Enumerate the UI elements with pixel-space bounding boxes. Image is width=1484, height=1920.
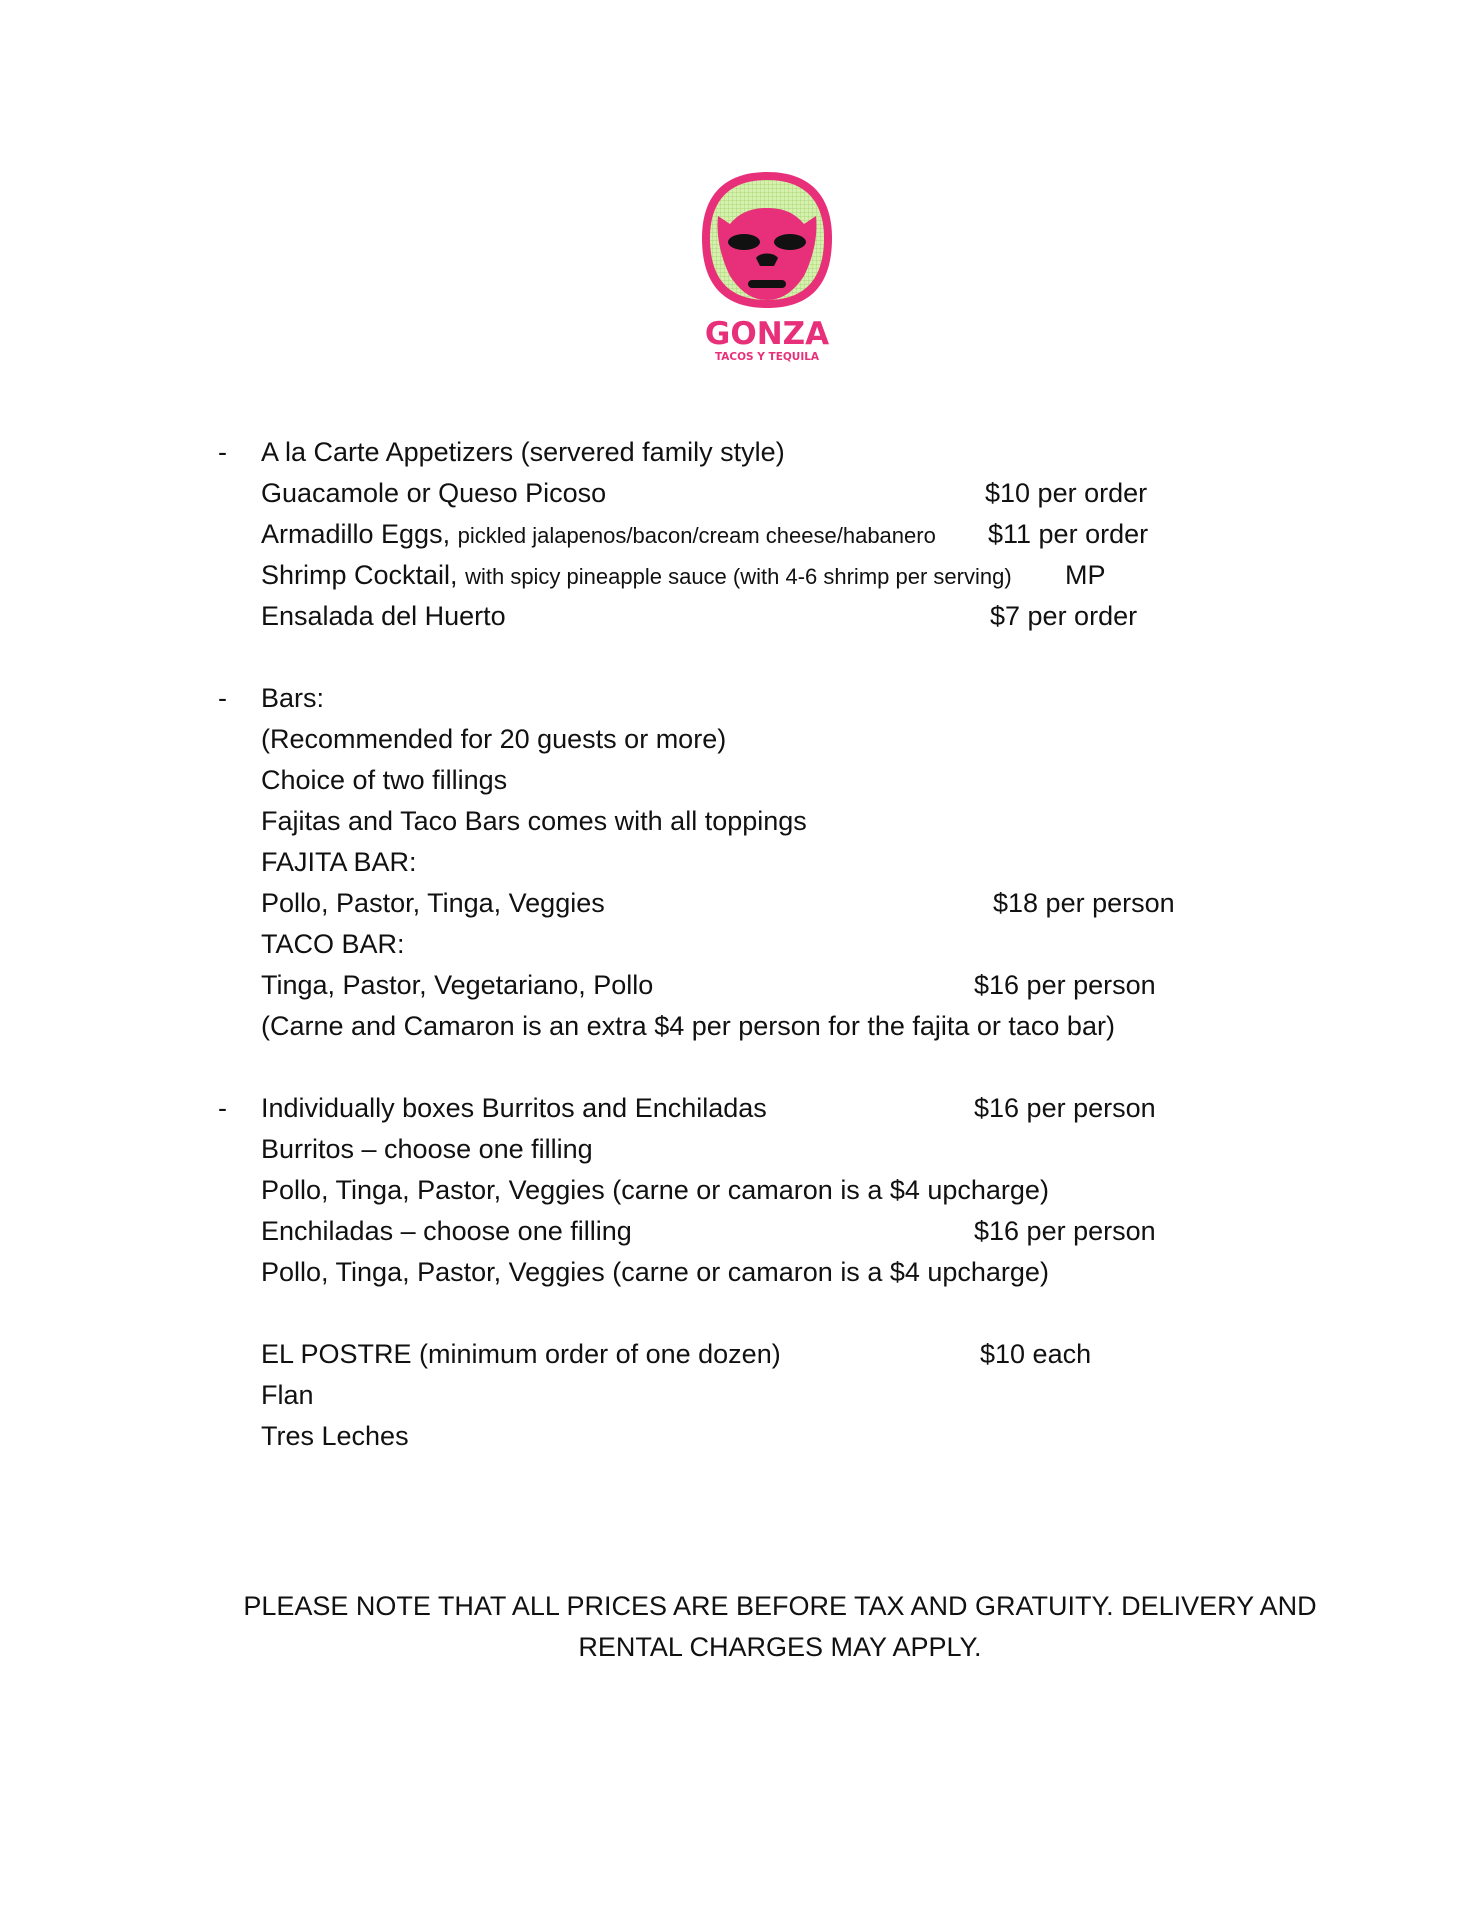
enchiladas-title: Enchiladas – choose one filling xyxy=(261,1216,632,1246)
appetizer-name: Guacamole or Queso Picoso xyxy=(261,478,607,508)
enchiladas-options: Pollo, Tinga, Pastor, Veggies (carne or camaron is a $4 upcharge) xyxy=(261,1257,1049,1287)
appetizer-price: $7 per order xyxy=(990,601,1138,631)
appetizer-price: $10 per order xyxy=(985,478,1148,508)
appetizer-desc: pickled jalapenos/bacon/cream cheese/habanero xyxy=(457,523,936,548)
dessert-price: $10 each xyxy=(980,1339,1092,1369)
bars-extra: (Carne and Camaron is an extra $4 per person for the fajita or taco bar) xyxy=(261,1011,1115,1041)
boxes-heading: Individually boxes Burritos and Enchiladas xyxy=(261,1093,767,1123)
bars-choice: Choice of two fillings xyxy=(261,765,508,795)
logo-name: GONZA xyxy=(704,316,830,352)
enchiladas-price: $16 per person xyxy=(974,1216,1156,1246)
logo-tagline: TACOS Y TEQUILA xyxy=(714,351,820,363)
gonza-logo xyxy=(692,168,842,378)
burritos-options: Pollo, Tinga, Pastor, Veggies (carne or camaron is a $4 upcharge) xyxy=(261,1175,1049,1205)
taco-bar-price: $16 per person xyxy=(974,970,1156,1000)
dessert-item: Tres Leches xyxy=(261,1421,409,1451)
price-note-line: RENTAL CHARGES MAY APPLY. xyxy=(578,1632,982,1662)
bars-heading: Bars: xyxy=(261,683,325,713)
appetizer-item xyxy=(261,518,936,552)
fajita-bar-title: FAJITA BAR: xyxy=(261,847,417,877)
bullet-dash: - xyxy=(218,437,227,467)
boxes-price: $16 per person xyxy=(974,1093,1156,1123)
appetizer-price: MP xyxy=(1065,560,1106,590)
bars-toppings: Fajitas and Taco Bars comes with all toppings xyxy=(261,806,807,836)
appetizer-name: Shrimp Cocktail, xyxy=(261,560,458,590)
appetizer-name: Ensalada del Huerto xyxy=(261,601,506,631)
fajita-bar-items: Pollo, Pastor, Tinga, Veggies xyxy=(261,888,605,918)
bullet-dash: - xyxy=(218,683,227,713)
appetizers-heading: A la Carte Appetizers (servered family style) xyxy=(261,437,785,467)
dessert-heading: EL POSTRE (minimum order of one dozen) xyxy=(261,1339,781,1369)
fajita-bar-price: $18 per person xyxy=(993,888,1175,918)
luchador-mask-icon xyxy=(692,168,842,378)
price-note xyxy=(0,1586,1484,1668)
taco-bar-items: Tinga, Pastor, Vegetariano, Pollo xyxy=(261,970,654,1000)
taco-bar-title: TACO BAR: xyxy=(261,929,405,959)
dessert-item: Flan xyxy=(261,1380,314,1410)
price-note-line: PLEASE NOTE THAT ALL PRICES ARE BEFORE TAX AND GRATUITY. DELIVERY AND xyxy=(243,1591,1317,1621)
appetizer-name: Armadillo Eggs, xyxy=(261,519,451,549)
appetizer-price: $11 per order xyxy=(988,519,1149,549)
bullet-dash: - xyxy=(218,1093,227,1123)
appetizer-item xyxy=(261,559,1012,593)
bars-recommend: (Recommended for 20 guests or more) xyxy=(261,724,727,754)
appetizer-desc: with spicy pineapple sauce (with 4-6 shrimp per serving) xyxy=(465,564,1012,589)
burritos-title: Burritos – choose one filling xyxy=(261,1134,593,1164)
